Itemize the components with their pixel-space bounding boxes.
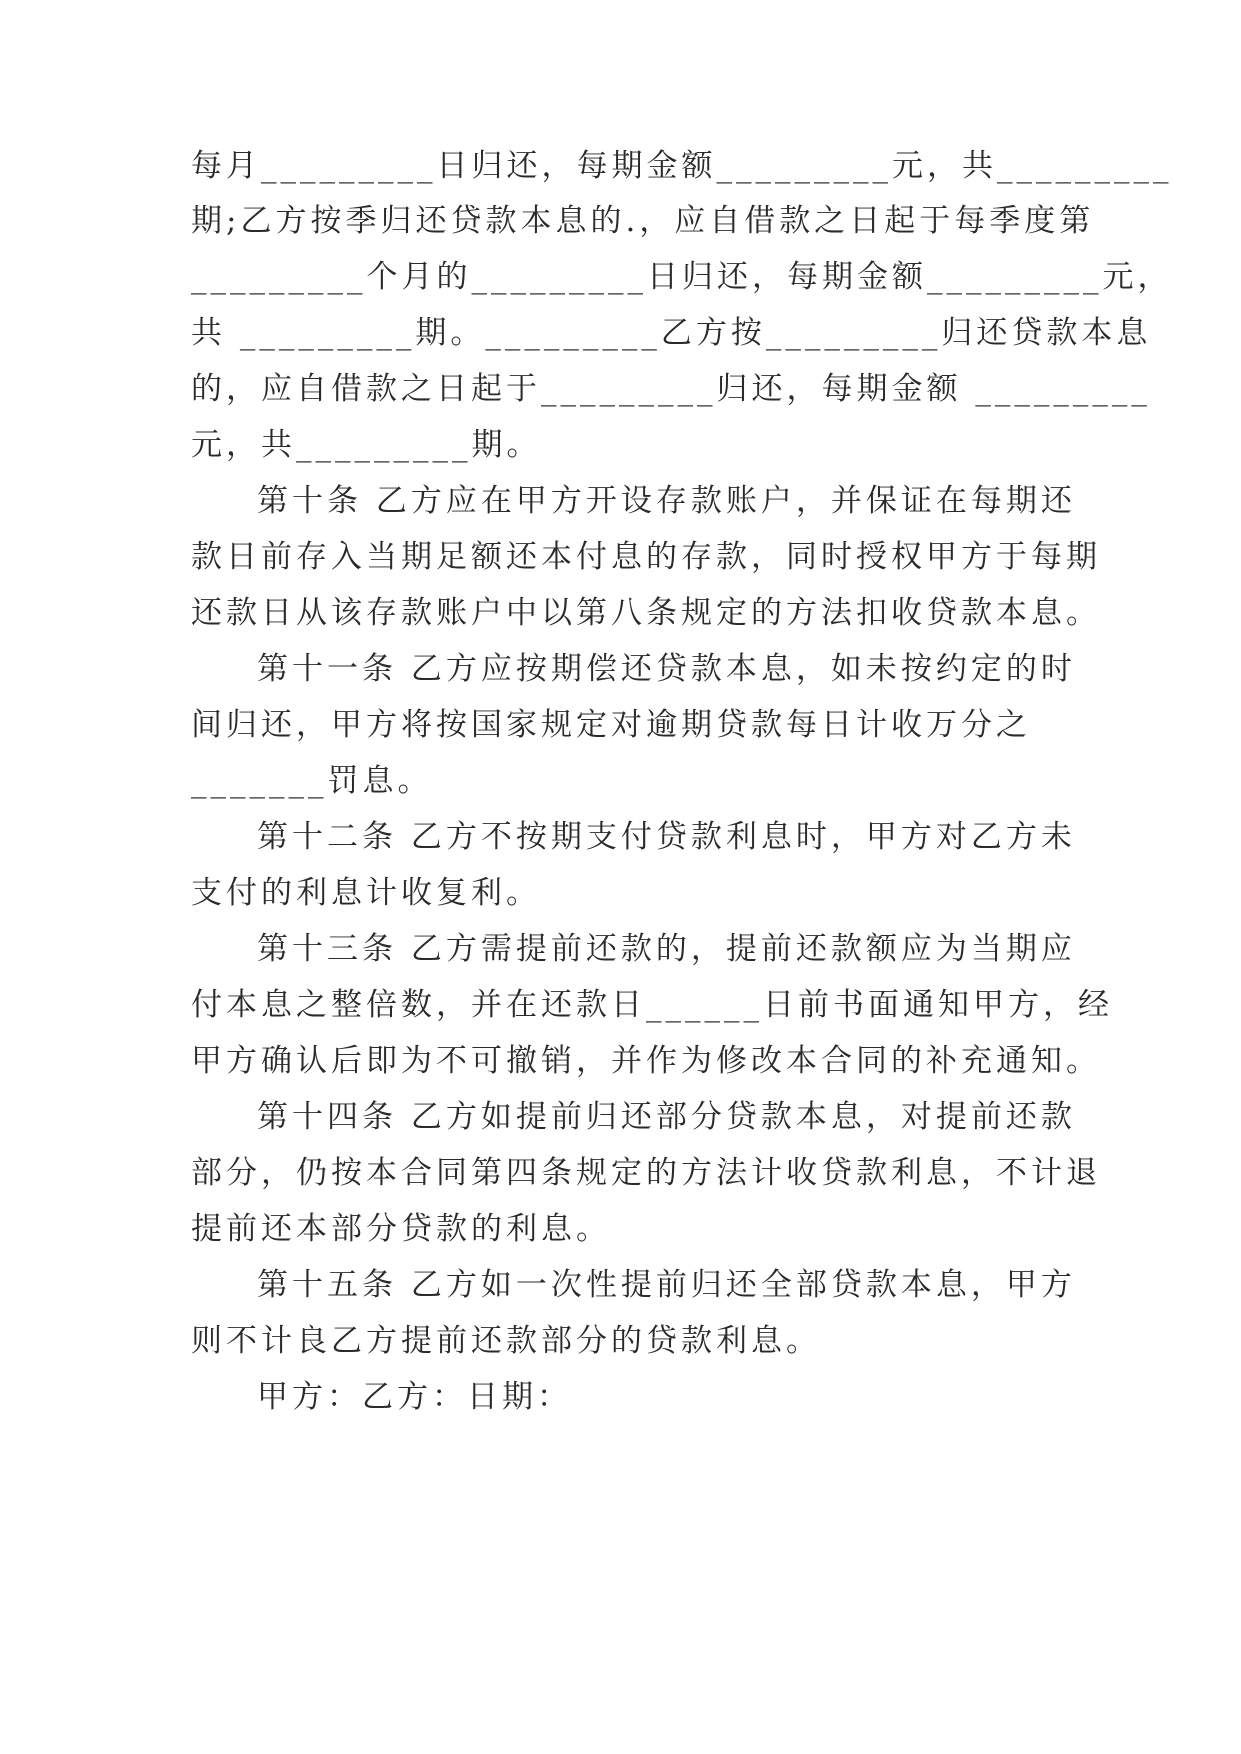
text-line-1: 每月_________日归还，每期金额_________元，共_________ [191,148,1173,184]
article-11-line-1: 第十一条 乙方应按期偿还贷款本息，如未按约定的时 [257,651,1076,687]
text-line-3: _________个月的_________日归还，每期金额_________元， [191,259,1173,295]
article-13-line-3: 甲方确认后即为不可撤销，并作为修改本合同的补充通知。 [191,1043,1101,1079]
article-10-line-3: 还款日从该存款账户中以第八条规定的方法扣收贷款本息。 [191,595,1101,631]
article-12-line-2: 支付的利息计收复利。 [191,875,541,911]
article-10-line-1: 第十条 乙方应在甲方开设存款账户，并保证在每期还 [257,483,1076,519]
article-14-line-1: 第十四条 乙方如提前归还部分贷款本息，对提前还款 [257,1099,1076,1135]
text-line-5: 的，应自借款之日起于_________归还，每期金额 _________ [191,371,1151,407]
article-12-line-1: 第十二条 乙方不按期支付贷款利息时，甲方对乙方未 [257,819,1076,855]
article-13-line-1: 第十三条 乙方需提前还款的，提前还款额应为当期应 [257,931,1076,967]
text-line-2: 期;乙方按季归还贷款本息的.，应自借款之日起于每季度第 [191,203,1095,239]
article-15-line-1: 第十五条 乙方如一次性提前归还全部贷款本息，甲方 [257,1267,1076,1303]
article-10-line-2: 款日前存入当期足额还本付息的存款，同时授权甲方于每期 [191,539,1101,575]
article-14-line-3: 提前还本部分贷款的利息。 [191,1211,611,1247]
text-line-4: 共 _________期。_________乙方按_________归还贷款本息 [191,315,1152,351]
article-15-line-2: 则不计良乙方提前还款部分的贷款利息。 [191,1323,821,1359]
text-line-6: 元，共_________期。 [191,427,542,463]
article-13-line-2: 付本息之整倍数，并在还款日______日前书面通知甲方，经 [191,987,1113,1023]
article-11-line-3: _______罚息。 [191,763,433,799]
article-14-line-2: 部分，仍按本合同第四条规定的方法计收贷款利息，不计退 [191,1155,1101,1191]
article-11-line-2: 间归还，甲方将按国家规定对逾期贷款每日计收万分之 [191,707,1031,743]
signature-line: 甲方：乙方：日期： [257,1379,572,1415]
